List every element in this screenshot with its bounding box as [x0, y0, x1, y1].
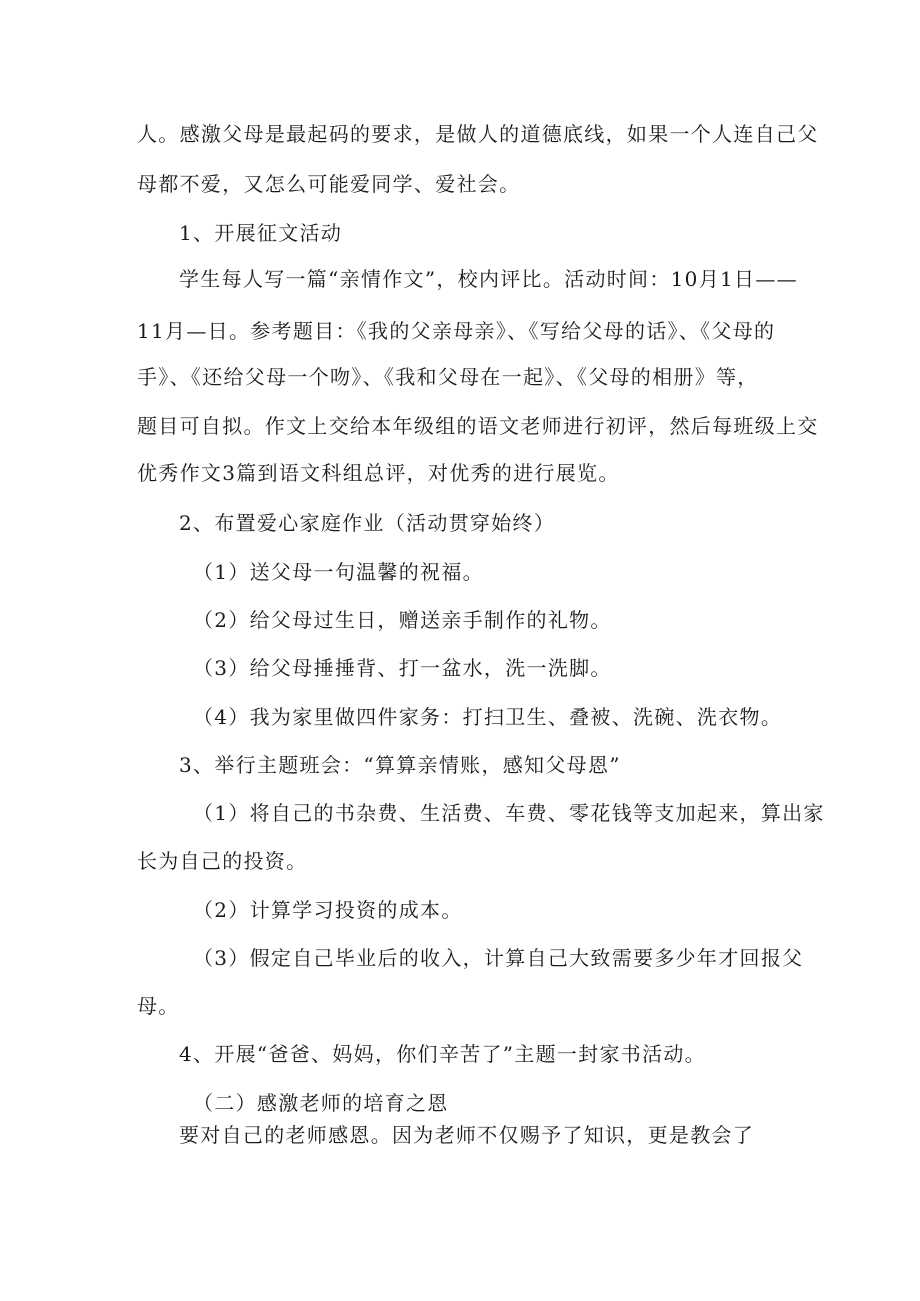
subsection-heading: （二）感激老师的培育之恩: [193, 1091, 449, 1115]
list-item: （3）给父母捶捶背、打一盆水，洗一洗脚。: [193, 656, 612, 680]
text-line: 题目可自拟。作文上交给本年级组的语文老师进行初评，然后每班级上交: [137, 414, 819, 438]
text-line: 人。感激父母是最起码的要求，是做人的道德底线，如果一个人连自己父: [137, 122, 819, 146]
text-line: 母。: [137, 994, 180, 1018]
section-heading-1: 1、开展征文活动: [179, 221, 343, 245]
section-heading-3: 3、举行主题班会：“算算亲情账，感知父母恩”: [179, 753, 621, 777]
text-line: 手》、《还给父母一个吻》、《我和父母在一起》、《父母的相册》等，: [137, 365, 759, 389]
text-line: 长为自己的投资。: [137, 849, 308, 873]
list-item: （4）我为家里做四件家务：打扫卫生、叠被、洗碗、洗衣物。: [193, 705, 783, 729]
text-line: 优秀作文3篇到语文科组总评，对优秀的进行展览。: [137, 461, 620, 485]
list-item: （1）送父母一句温馨的祝福。: [193, 560, 484, 584]
section-heading-4: 4、开展“爸爸、妈妈，你们辛苦了”主题一封家书活动。: [179, 1042, 706, 1066]
section-heading-2: 2、布置爱心家庭作业（活动贯穿始终）: [179, 511, 556, 535]
list-item: （2）计算学习投资的成本。: [193, 898, 463, 922]
text-line: 母都不爱，又怎么可能爱同学、爱社会。: [137, 172, 521, 196]
list-item: （3）假定自己毕业后的收入，计算自己大致需要多少年才回报父: [193, 946, 804, 970]
text-line: 学生每人写一篇“亲情作文”，校内评比。活动时间：10月1日——: [179, 267, 798, 291]
text-line: 要对自己的老师感恩。因为老师不仅赐予了知识，更是教会了: [179, 1123, 755, 1147]
list-item: （1）将自己的书杂费、生活费、车费、零花钱等支加起来，算出家: [193, 801, 825, 825]
list-item: （2）给父母过生日，赠送亲手制作的礼物。: [193, 608, 612, 632]
text-line: 11月—日。参考题目：《我的父亲母亲》、《写给父母的话》、《父母的: [137, 319, 776, 343]
